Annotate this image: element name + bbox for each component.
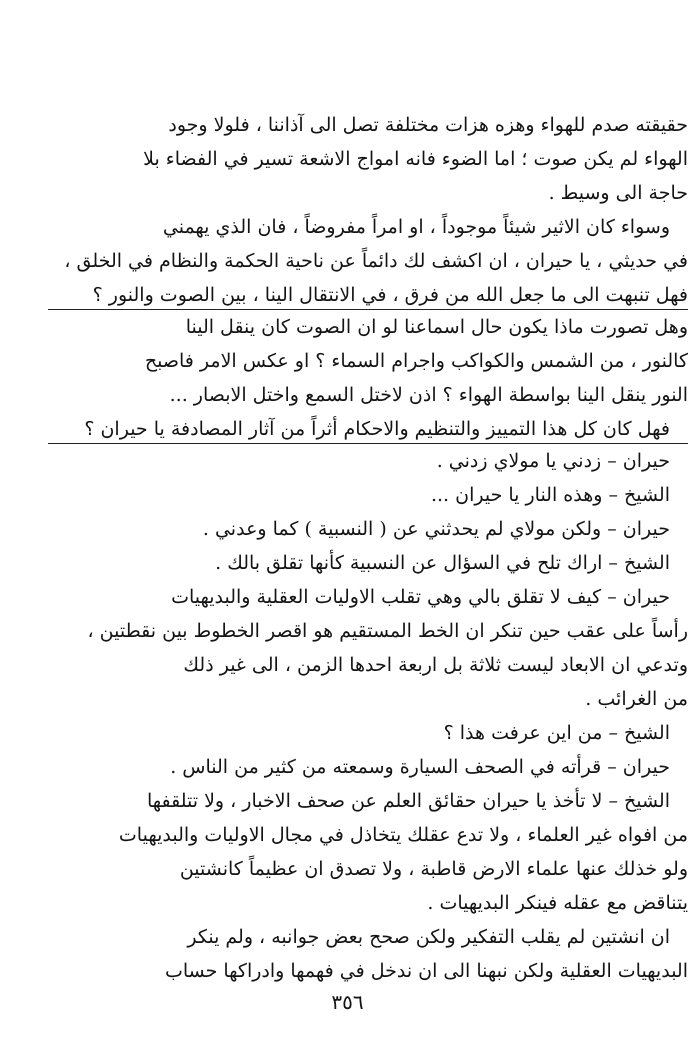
text-line: النور ينقل الينا بواسطة الهواء ؟ اذن لاختل السمع واختل الابصار ... xyxy=(169,384,688,406)
text-line: رأساً على عقب حين تنكر ان الخط المستقيم هو اقصر الخطوط بين نقطتين ، xyxy=(87,620,688,642)
dialog-line: الشيخ – لا تأخذ يا حيران حقائق العلم عن صحف الاخبار ، ولا تتلقفها xyxy=(146,790,670,812)
dialog-line: حيران – كيف لا تقلق بالي وهي تقلب الاوليات العقلية والبديهيات xyxy=(171,586,670,608)
dialog-line: حيران – زدني يا مولاي زدني . xyxy=(436,450,670,472)
dialog-line: الشيخ – من اين عرفت هذا ؟ xyxy=(443,722,670,744)
text-line: من افواه غير العلماء ، ولا تدع عقلك يتخاذل في مجال الاوليات والبديهيات xyxy=(118,824,688,846)
dialog-line: حيران – ولكن مولاي لم يحدثني عن ( النسبية ) كما وعدني . xyxy=(202,518,670,540)
text-line: من الغرائب . xyxy=(585,688,688,710)
dialog-line: حيران – قرأته في الصحف السيارة وسمعته من كثير من الناس . xyxy=(170,756,670,778)
text-line: كالنور ، من الشمس والكواكب واجرام السماء ؟ او عكس الامر فاصبح xyxy=(144,350,688,372)
text-line: وتدعي ان الابعاد ليست ثلاثة بل اربعة احدها الزمن ، الى غير ذلك xyxy=(183,654,688,676)
text-line: البديهيات العقلية ولكن نبهنا الى ان ندخل في فهمها وادراكها حساب xyxy=(164,960,688,982)
text-line: وهل تصورت ماذا يكون حال اسماعنا لو ان الصوت كان ينقل الينا xyxy=(185,316,688,338)
underlined-text-line: فهل كان كل هذا التمييز والتنظيم والاحكام أثراً من آثار المصادفة يا حيران ؟ xyxy=(48,412,688,444)
text-line: الهواء لم يكن صوت ؛ اما الضوء فانه امواج الاشعة تسير في الفضاء بلا xyxy=(143,148,688,170)
text-line: حاجة الى وسيط . xyxy=(548,182,688,204)
dialog-line: الشيخ – وهذه النار يا حيران ... xyxy=(430,484,670,506)
text-line: وسواء كان الاثير شيئاً موجوداً ، او امراً مفروضاً ، فان الذي يهمني xyxy=(162,216,670,238)
text-line: حقيقته صدم للهواء وهزه هزات مختلفة تصل الى آذاننا ، فلولا وجود xyxy=(168,114,688,136)
text-line: في حديثي ، يا حيران ، ان اكشف لك دائماً عن ناحية الحكمة والنظام في الخلق ، xyxy=(64,250,688,272)
page-number: ٣٥٦ xyxy=(331,990,364,1014)
text-line: ان انشتين لم يقلب التفكير ولكن صحح بعض جوانبه ، ولم ينكر xyxy=(187,926,670,948)
body-text xyxy=(48,108,688,988)
underlined-text-line: فهل تنبهت الى ما جعل الله من فرق ، في الانتقال الينا ، بين الصوت والنور ؟ xyxy=(48,278,688,310)
dialog-line: الشيخ – اراك تلح في السؤال عن النسبية كأنها تقلق بالك . xyxy=(215,552,670,574)
text-line: ولو خذلك عنها علماء الارض قاطبة ، ولا تصدق ان عظيماً كانشتين xyxy=(179,858,688,880)
text-line: يتناقض مع عقله فينكر البديهيات . xyxy=(427,892,688,914)
